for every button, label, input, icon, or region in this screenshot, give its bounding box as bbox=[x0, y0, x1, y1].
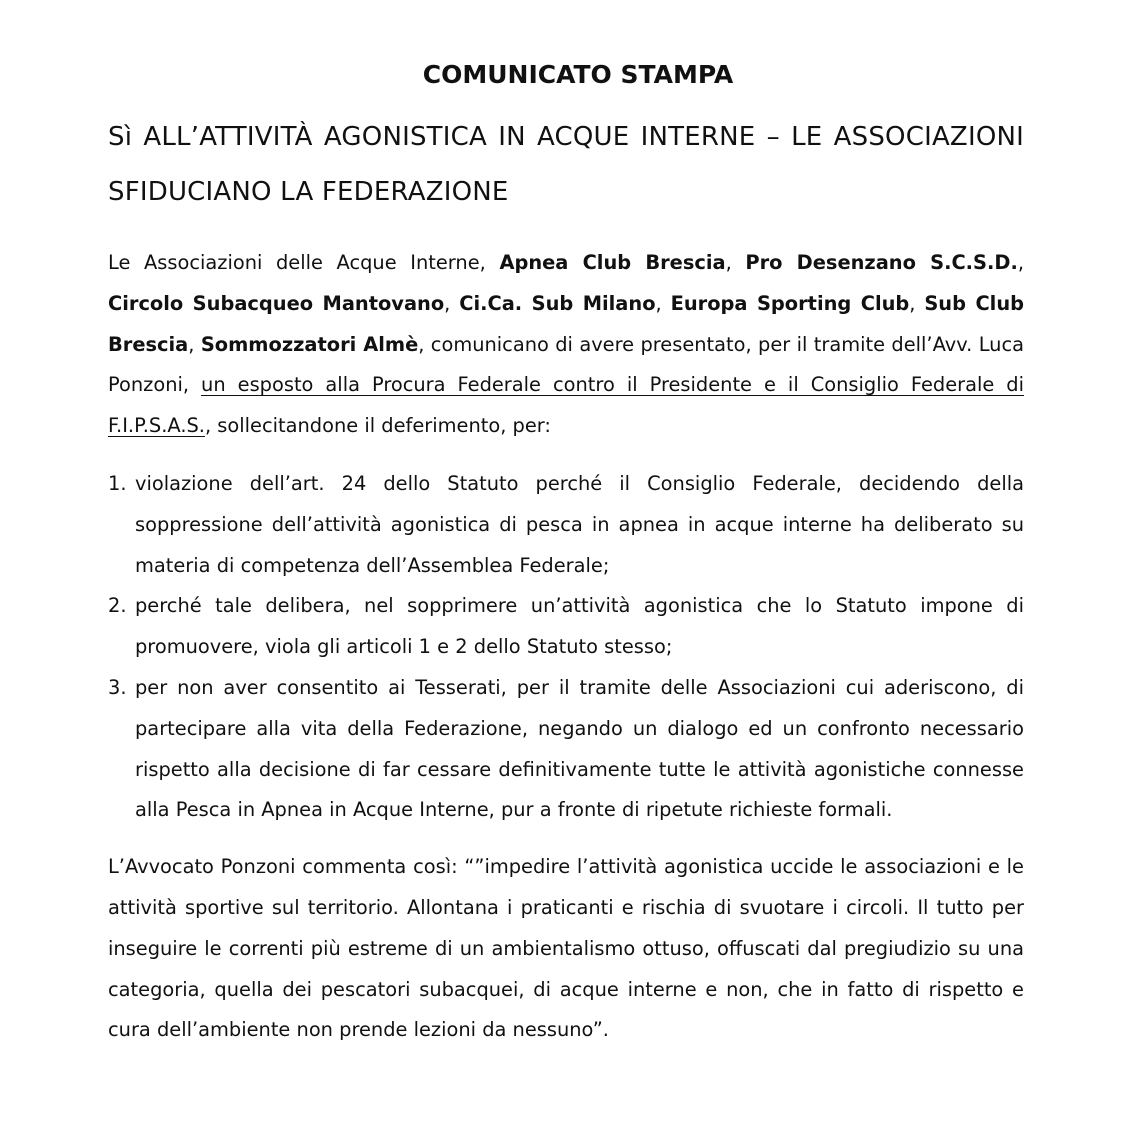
separator: , bbox=[725, 251, 746, 274]
list-number: 1. bbox=[108, 471, 127, 495]
club-name: Europa Sporting Club bbox=[670, 291, 910, 315]
club-name: Sommozzatori Almè bbox=[200, 332, 419, 356]
quote-paragraph: L’Avvocato Ponzoni commenta così: “”impedire l’attività agonistica uccide le associazioni e le attività sportive sul territorio. Allontana i praticanti e rischia di svuotare i circoli. Il tutto per inseguire le correnti più estreme di un ambientalismo ottuso, offuscati dal pregiudizio su una categoria, quella dei pescatori subacquei, di acque interne e non, che in fatto di rispetto e cura dell’ambiente non prende lezioni da nessuno”. bbox=[108, 855, 1024, 1042]
list-item bbox=[108, 464, 1024, 586]
club-name: Pro Desenzano S.C.S.D. bbox=[745, 251, 1018, 274]
points-list bbox=[108, 464, 1024, 831]
separator: , bbox=[655, 291, 671, 315]
list-item-text: violazione dell’art. 24 dello Statuto perché il Consiglio Federale, decidendo della soppressione dell’attività agonistica di pesca in apnea in acque interne ha deliberato su materia di competenza dell’Assemblea Federale; bbox=[135, 471, 1024, 577]
separator: , bbox=[909, 291, 925, 315]
list-number: 3. bbox=[108, 675, 127, 699]
club-name: Ci.Ca. Sub Milano bbox=[459, 291, 656, 315]
list-item-text: perché tale delibera, nel sopprimere un’attività agonistica che lo Statuto impone di promuovere, viola gli articoli 1 e 2 dello Statuto stesso; bbox=[135, 594, 1024, 659]
club-name: Apnea Club Brescia bbox=[499, 251, 726, 274]
complaint-underlined-text: un esposto alla Procura Federale contro il Presidente e il Consiglio Federale di F.I.P.S.A.S. bbox=[108, 373, 1024, 438]
intro-lead: Le Associazioni delle Acque Interne, bbox=[108, 251, 500, 274]
intro-paragraph bbox=[108, 243, 1024, 447]
document-title: COMUNICATO STAMPA bbox=[422, 60, 734, 89]
list-number: 2. bbox=[108, 594, 127, 618]
list-item bbox=[108, 586, 1024, 668]
separator: , bbox=[188, 332, 201, 356]
list-item-text: per non aver consentito ai Tesserati, per il tramite delle Associazioni cui aderiscono, di partecipare alla vita della Federazione, negando un dialogo ed un confronto necessario rispetto alla decisione di far cessare definitivamente tutte le attività agonistiche connesse alla Pesca in Apnea in Acque Interne, pur a fronte di ripetute richieste formali. bbox=[135, 675, 1024, 822]
document-page bbox=[108, 52, 1024, 1051]
intro-tail: , sollecitandone il deferimento, per: bbox=[204, 414, 551, 438]
intro-after-clubs: , comunicano di avere presentato, per il tramite dell’Avv. Luca Ponzoni, bbox=[108, 332, 1024, 397]
separator: , bbox=[1017, 251, 1025, 274]
document-subtitle: Sì ALL’ATTIVITÀ AGONISTICA IN ACQUE INTERNE – LE ASSOCIAZIONI SFIDUCIANO LA FEDERAZIONE bbox=[108, 122, 1024, 207]
club-name: Sub Club Brescia bbox=[108, 291, 1025, 356]
separator: , bbox=[444, 291, 460, 315]
list-item bbox=[108, 668, 1024, 831]
club-name: Circolo Subacqueo Mantovano bbox=[108, 291, 445, 315]
